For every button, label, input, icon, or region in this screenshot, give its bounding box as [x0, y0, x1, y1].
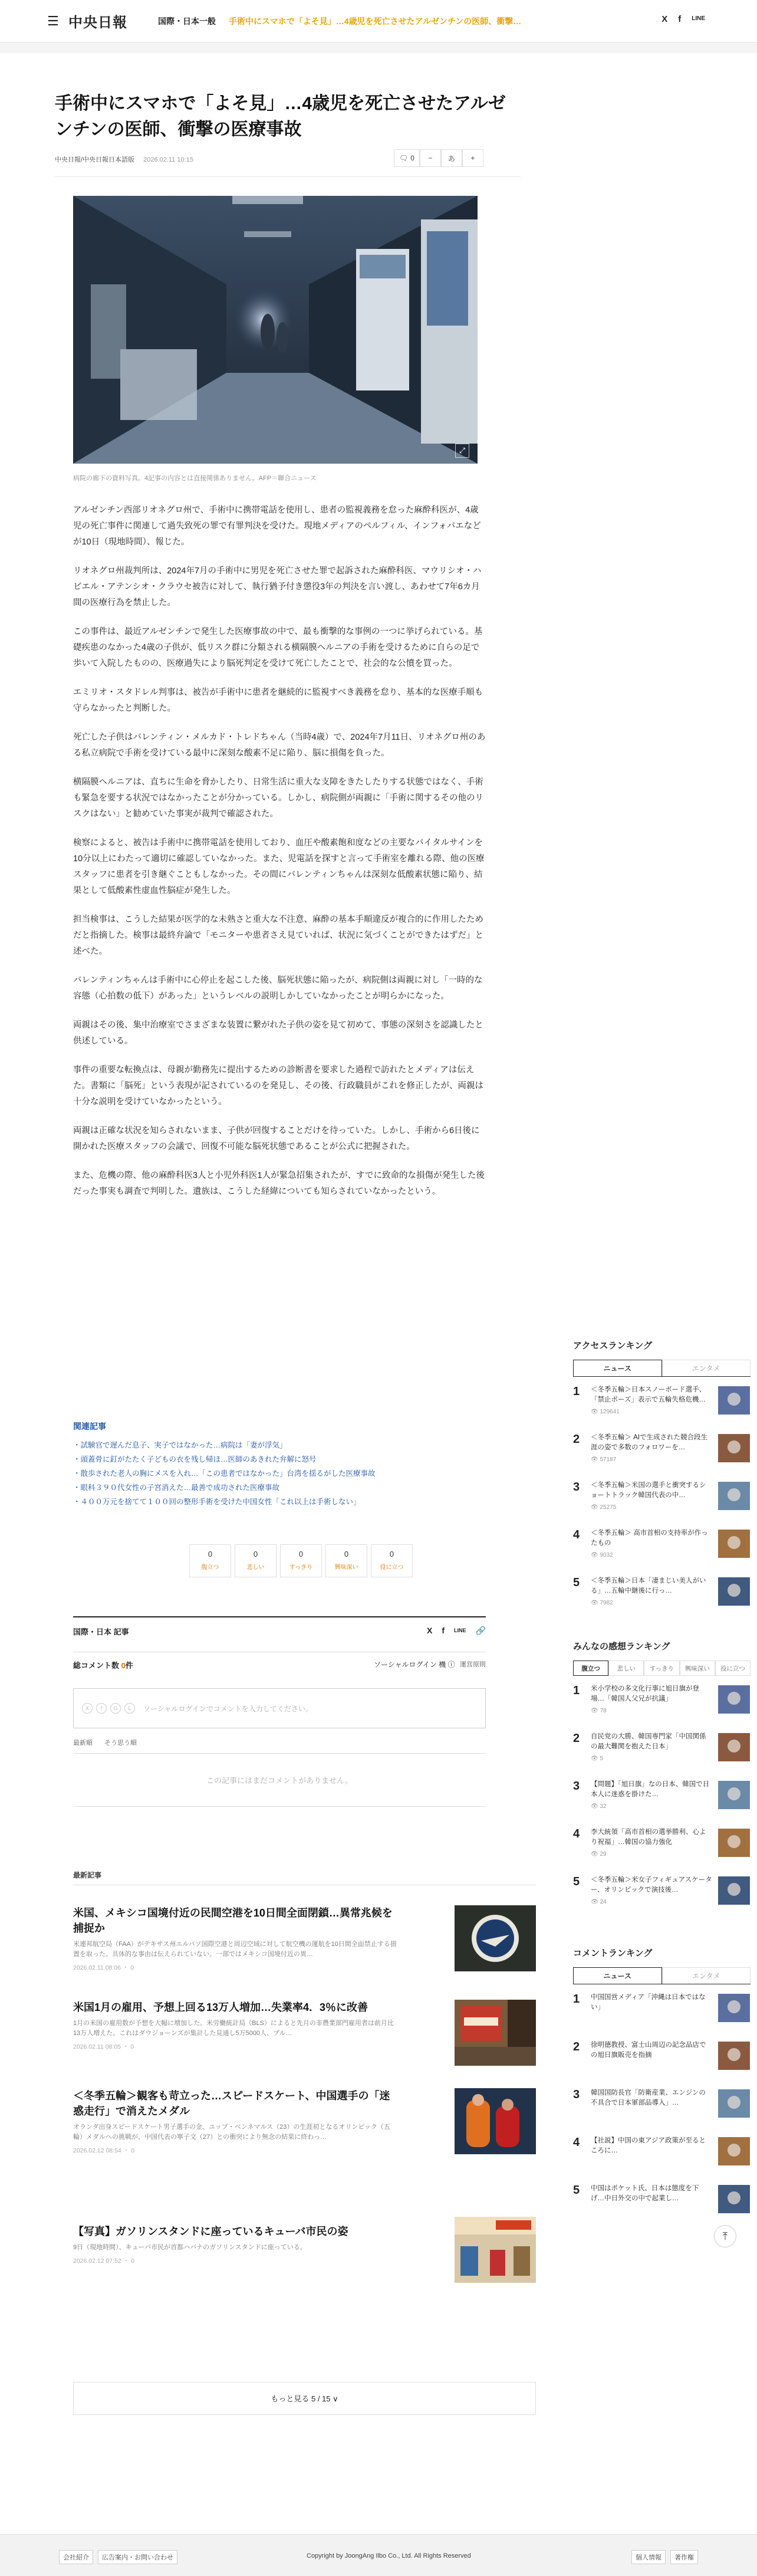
sort-latest-tab[interactable]: 最新順	[73, 1740, 93, 1747]
hiring-sign-thumbnail[interactable]	[455, 2000, 536, 2066]
section-label[interactable]: 国際・日本一般	[158, 16, 216, 26]
ranking-views: 👁 7982	[591, 1600, 613, 1606]
ranking-number: 4	[573, 1528, 580, 1541]
ranking-number: 1	[573, 1993, 580, 2006]
ranking-number: 4	[573, 2136, 580, 2149]
ranking-number: 2	[573, 1732, 580, 1745]
ranking-title[interactable]: ＜冬季五輪＞ 高市首相の支持率が作ったもの	[591, 1530, 708, 1547]
emotion-count: 0	[298, 1550, 304, 1558]
ranking-title[interactable]: 中国はポケット氏、日本は態度を下げ…中日外交の中で起業し…	[591, 2185, 699, 2202]
tab-news[interactable]: ニュース	[573, 1967, 662, 1984]
comment-policy-link[interactable]: 運営原則	[460, 1661, 486, 1668]
latest-item-meta: 2026.02.12 08:54 ・ 0	[73, 2147, 134, 2154]
line-login-icon[interactable]: L	[124, 1703, 135, 1714]
faa-seal-thumbnail[interactable]	[455, 1905, 536, 1971]
photo-caption: 病院の廊下の資料写真。4記事の内容とは直接関係ありません。AFP＝聯合ニュース	[73, 475, 317, 482]
emotion-label: 興味深い	[334, 1564, 358, 1571]
comment-icon: 🗨	[399, 154, 409, 162]
ranking-item[interactable]	[573, 2040, 751, 2088]
ranking-number: 5	[573, 2184, 580, 2197]
font-decrease-button[interactable]: −	[420, 149, 441, 167]
ranking-number: 4	[573, 1827, 580, 1840]
view-icon: 👁	[591, 1899, 600, 1905]
comment-placeholder: ソーシャルログインでコメントを入力してください。	[143, 1704, 312, 1713]
ranking-item[interactable]	[573, 1576, 751, 1624]
ranking-item[interactable]	[573, 1684, 751, 1732]
x-share-icon[interactable]: X	[427, 1626, 433, 1635]
view-icon: 👁	[591, 1803, 600, 1810]
section-footer-icons	[427, 1626, 486, 1636]
link-copy-icon[interactable]: 🔗	[475, 1626, 486, 1635]
ranking-title[interactable]: ＜冬季五輪＞米女子フィギュアスケーター、オリンピックで演技後…	[591, 1876, 712, 1894]
article-paragraph: アルゼンチン西部リオネグロ州で、手術中に携帯電話を使用し、患者の監視義務を怠った麻酔科医が、4歳児の死亡事件に関連して過失致死の罪で有罪判決を受けた。現地メディアのペルフィル、インフォバエなどが10日（現地時間）、報じた。	[73, 506, 481, 547]
ranking-title[interactable]: 【問題】「旭日旗」なの日本、韓国で日本人に迷惑を掛けた…	[591, 1781, 710, 1798]
article-paragraph: 事件の重要な転換点は、母親が勤務先に提出するための診断書を要求した過程で訪れたとメディアは伝えた。書類に「脳死」という表現が記されているのを発見し、その後、行政職員がこれを修正したが、両親は十分な説明を受けていなかったという。	[73, 1065, 483, 1107]
ranking-views: 👁 24	[591, 1899, 607, 1905]
expand-icon[interactable]: ⤢	[455, 444, 469, 458]
article-paragraph: エミリオ・スタドレル判事は、被告が手術中に患者を継続的に監視すべき義務を怠り、基本的な医療手順も守らなかったと判断した。	[73, 688, 483, 713]
favorite-tab[interactable]: 腹立つ	[573, 1661, 608, 1676]
ranking-thumbnail[interactable]	[718, 1577, 750, 1606]
ranking-title[interactable]: ＜冬季五輪＞日本スノーボード選手、「禁止ポーズ」表示で五輪失格危機…	[591, 1386, 706, 1403]
ranking-thumbnail[interactable]	[718, 1781, 750, 1809]
latest-item-meta: 2026.02.12 07:52 ・ 0	[73, 2257, 134, 2265]
emotion-button[interactable]	[235, 1544, 277, 1577]
latest-item-title[interactable]: 米国1月の雇用、予想上回る13万人増加…失業率4．3％に改善	[73, 2001, 368, 2013]
related-link[interactable]: ・ 頭蓋骨に釘がたたく子どもの衣を残し帰ほ…医師のあきれた弁解に怒号	[73, 1452, 486, 1466]
latest-item[interactable]	[73, 2224, 536, 2265]
related-list	[73, 1438, 486, 1509]
header-share-icons	[661, 14, 705, 24]
ranking-title[interactable]: 【社説】中国の東アジア政策が至るところに…	[591, 2137, 706, 2154]
ranking-thumbnail[interactable]	[718, 1876, 750, 1905]
latest-item-title[interactable]: 【写真】ガソリンスタンドに座っているキューバ市民の姿	[73, 2226, 348, 2237]
ranking-item[interactable]	[573, 1732, 751, 1780]
emotion-button[interactable]	[325, 1544, 367, 1577]
ranking-title[interactable]: 韓国国防長官「防衛産業、エンジンの不具合で日本軍部品導入」…	[591, 2089, 706, 2106]
ranking-item[interactable]	[573, 1385, 751, 1433]
ranking-number: 3	[573, 2088, 580, 2101]
site-footer	[0, 2534, 757, 2576]
favorite-ranking	[573, 1640, 751, 1923]
related-articles	[73, 1420, 486, 1509]
font-size-label: あ	[441, 149, 462, 167]
menu-icon[interactable]: ☰	[47, 13, 59, 28]
latest-item[interactable]	[73, 1905, 536, 1972]
article-paragraph: 担当検事は、こうした結果が医学的な未熟さと重大な不注意、麻酔の基本手順違反が複合的に作用したためだと指摘した。検事は最終弁論で「モニターや患者さえ見ていれば、状況に気づくことができたはずだ」と述べた。	[73, 915, 483, 956]
ranking-number: 2	[573, 2040, 580, 2053]
ranking-title[interactable]: 自民党の大勝、韓国専門家「中国関係の最大難関を抱えた日本」	[591, 1733, 706, 1750]
footer-link-company[interactable]: 会社紹介	[59, 2550, 93, 2564]
tab-news[interactable]: ニュース	[573, 1360, 662, 1376]
facebook-share-icon[interactable]: f	[678, 14, 682, 24]
ranking-number: 3	[573, 1481, 580, 1494]
emotion-button[interactable]	[280, 1544, 322, 1577]
view-icon: 👁	[591, 1456, 600, 1463]
article-paragraph: また、危機の際、他の麻酔科医3人と小児外科医1人が緊急招集されたが、すでに致命的な損傷が発生した後だった事実も調査で判明した。遺族は、こうした経緯についても知らされていなかったという。	[73, 1171, 485, 1196]
comment-ranking-tabs	[573, 1967, 751, 1984]
ranking-number: 2	[573, 1433, 580, 1446]
ranking-thumbnail[interactable]	[718, 1733, 750, 1761]
ranking-thumbnail[interactable]	[718, 1994, 750, 2022]
favorite-ranking-title: みんなの感想ランキング	[573, 1642, 670, 1652]
favorite-tab[interactable]: 興味深い	[680, 1661, 715, 1676]
ranking-views: 👁 57187	[591, 1456, 617, 1463]
favorite-ranking-tabs	[573, 1661, 751, 1676]
no-comments-message: この記事にはまだコメントがありません。	[73, 1754, 486, 1807]
footer-link-copyright[interactable]: 著作権	[670, 2550, 698, 2564]
ranking-item[interactable]	[573, 2184, 751, 2232]
comment-total: 総コメント数 0件	[73, 1661, 133, 1670]
article-date: 2026.02.11 10:15	[143, 156, 193, 163]
latest-item-title[interactable]: ＜冬季五輪＞観客も苛立った…スピードスケート、中国選手の「迷惑走行」で消えたメダル	[73, 2090, 390, 2117]
article-body	[73, 503, 486, 1213]
view-icon: 👁	[591, 1708, 600, 1714]
favorite-tab[interactable]: すっきり	[644, 1661, 679, 1676]
access-ranking	[573, 1339, 751, 1624]
ranking-number: 1	[573, 1385, 580, 1398]
ranking-thumbnail[interactable]	[718, 1685, 750, 1714]
ranking-item[interactable]	[573, 1827, 751, 1875]
latest-articles	[73, 1870, 536, 2265]
article-paragraph: この事件は、最近アルゼンチンで発生した医療事故の中で、最も衝撃的な事例の一つに挙げられている。基礎疾患のなかった4歳の子供が、低リスク群に分類される横隔膜ヘルニアの手術を受けるために自らの足で歩いて入院したものの、医療過失により脳死判定を受けて死亡したことで、社会的な公憤を買った。	[73, 627, 483, 668]
ranking-item[interactable]	[573, 2088, 751, 2136]
hospital-corridor-image	[73, 196, 478, 464]
latest-item-title[interactable]: 米国、メキシコ国境付近の民間空港を10日間全面閉鎖…異常兆候を捕捉か	[73, 1907, 393, 1934]
article-paragraph: 両親は正確な状況を知らされないまま、子供が回復することだけを待っていた。しかし、手術から6日後に開かれた医療スタッフの会議で、回復不可能な脳死状態であることが公式に把握された。	[73, 1126, 480, 1151]
ranking-thumbnail[interactable]	[718, 1530, 750, 1558]
emotion-label: 悲しい	[246, 1564, 265, 1571]
related-heading: 関連記事	[73, 1422, 106, 1431]
ranking-views: 👁 29	[591, 1851, 607, 1858]
ranking-title[interactable]: 李大統領「高市首相の選挙勝利、心より祝福」…韓国の協力強化	[591, 1829, 706, 1846]
footer-link-privacy[interactable]: 個人情報	[631, 2550, 666, 2564]
comment-ranking-list	[573, 1993, 751, 2232]
ranking-number: 5	[573, 1576, 580, 1589]
emotion-button[interactable]	[189, 1544, 231, 1577]
footer-right-links	[631, 2550, 698, 2564]
article-paragraph: 死亡した子供はバレンティン・メルカド・トレドちゃん（当時4歳）で、2024年7月11日、リオネグロ州のある私立病院で手術を受けている最中に深刻な酸素不足に陥り、脳に損傷を負った。	[73, 733, 486, 758]
ranking-views: 👁 25275	[591, 1504, 617, 1511]
ranking-thumbnail[interactable]	[718, 2042, 750, 2070]
ranking-thumbnail[interactable]	[718, 1829, 750, 1857]
latest-item-meta: 2026.02.11 08:05 ・ 0	[73, 2043, 134, 2050]
ranking-title[interactable]: ＜冬季五輪＞米国の選手と衝突するショートトラック韓国代表の中…	[591, 1482, 706, 1499]
ranking-item[interactable]	[573, 1528, 751, 1576]
scroll-to-top-button[interactable]: ⤒	[714, 2225, 736, 2247]
related-link[interactable]: ・ 眼科３９０代女性の子宮消えた…最善で成功された医療事故	[73, 1481, 486, 1495]
latest-item-desc: 米連邦航空局（FAA）がテキサス州エルパソ国際空港と周辺空域に対して航空機の運航を10日間全面禁止する措置を取った。具体的な事由は伝えられていない。一部ではメキシコ国境付近の異…	[73, 1941, 397, 1958]
emotion-label: 役に立つ	[380, 1564, 404, 1571]
view-icon: 👁	[591, 1552, 600, 1558]
header-spacer	[0, 42, 757, 53]
ranking-thumbnail[interactable]	[718, 2137, 750, 2165]
ranking-number: 1	[573, 1684, 580, 1697]
emotion-label: 腹立つ	[201, 1564, 219, 1571]
article-paragraph: 両親はその後、集中治療室でさまざまな装置に繋がれた子供の姿を見て初めて、事態の深刻さを認識したと供述している。	[73, 1020, 483, 1046]
ranking-views: 👁 9032	[591, 1552, 613, 1558]
google-login-icon[interactable]: G	[110, 1703, 121, 1714]
comment-count: 0	[410, 154, 414, 162]
emotion-count: 0	[389, 1550, 394, 1558]
latest-item[interactable]	[73, 2000, 536, 2051]
ranking-item[interactable]	[573, 1433, 751, 1481]
article-tools	[394, 149, 483, 167]
comment-ranking-title: コメントランキング	[573, 1948, 653, 1958]
ranking-number: 5	[573, 1875, 580, 1888]
header-headline: 手術中にスマホで「よそ見」…4歳児を死亡させたアルゼンチンの医師、衝撃…	[229, 16, 522, 26]
ranking-item[interactable]	[573, 1780, 751, 1827]
social-login-link[interactable]: ソーシャルログイン 機 ⓘ	[374, 1661, 455, 1669]
ranking-item[interactable]	[573, 1481, 751, 1528]
ranking-thumbnail[interactable]	[718, 2089, 750, 2118]
article-paragraph: リオネグロ州裁判所は、2024年7月の手術中に男児を死亡させた罪で起訴された麻酔科医、マウリシオ・ハビエル・アテンシオ・クラウセ被告に対して、執行猶予付き懲役3年の判決を言い渡し、あわせて7年6カ月間の医療行為を禁止した。	[73, 566, 482, 608]
favorite-ranking-list	[573, 1684, 751, 1923]
latest-item-meta: 2026.02.11 08:06 ・ 0	[73, 1964, 134, 1971]
access-ranking-tabs	[573, 1360, 751, 1377]
load-more-button[interactable]: もっと見る 5 / 15 ∨	[73, 2382, 536, 2415]
section-footer	[73, 1616, 486, 1637]
ranking-thumbnail[interactable]	[718, 1434, 750, 1462]
article-title: 手術中にスマホで「よそ見」…4歳児を死亡させたアルゼンチンの医師、衝撃の医療事故	[55, 94, 506, 139]
ranking-item[interactable]	[573, 1993, 751, 2040]
ranking-thumbnail[interactable]	[718, 2185, 750, 2213]
footer-left-links	[59, 2550, 177, 2564]
line-share-icon[interactable]: LINE	[454, 1627, 466, 1633]
ranking-title[interactable]: ＜冬季五輪＞日本「凄まじい美人がいる」…五輪中継後に行っ…	[591, 1577, 706, 1594]
ranking-item[interactable]	[573, 2136, 751, 2184]
ranking-title[interactable]: 徐明德教授、富士山周辺の記念品店での旭日旗販売を指摘	[591, 2042, 706, 2059]
section-footer-label[interactable]: 国際・日本 記事	[73, 1627, 129, 1636]
site-logo[interactable]: 中央日報	[68, 14, 127, 31]
social-login-icons	[82, 1703, 135, 1714]
sort-like-tab[interactable]: そう思う順	[104, 1740, 137, 1747]
view-icon: 👁	[591, 1504, 600, 1511]
latest-item-desc: 9日（現地時間）、キューバ市民が首都ハバナのガソリンスタンドに座っている。	[73, 2244, 307, 2251]
ranking-views: 👁 5	[591, 1755, 604, 1762]
gas-station-thumbnail[interactable]	[455, 2217, 536, 2283]
ranking-title[interactable]: 米小学校の多文化行事に旭日旗が登場…「韓国人父兄が抗議」	[591, 1685, 699, 1702]
byline-author[interactable]: 中央日報/中央日報日本語版	[55, 156, 135, 163]
comment-count-button[interactable]	[394, 149, 420, 167]
article-paragraph: 検察によると、被告は手術中に携帯電話を使用しており、血圧や酸素飽和度などの主要なバイタルサインを10分以上にわたって適切に確認していなかった。また、児電話を探すと言って手術室を離れる際、他の医療スタッフに患者を引き継ぐこともしなかった。その間にバレンティンちゃんは深刻な低酸素状態に陥り、結果として低酸素性虚血性脳症が発生した。	[73, 838, 485, 895]
footer-copyright: Copyright by JoongAng Ilbo Co., Ltd. All Rights Reserved	[307, 2552, 471, 2559]
comment-ranking	[573, 1947, 751, 2232]
access-ranking-list	[573, 1385, 751, 1624]
comment-sort-tabs	[73, 1738, 486, 1754]
comments-section	[73, 1652, 486, 1807]
byline	[55, 155, 193, 164]
emotion-button[interactable]	[371, 1544, 413, 1577]
comment-input-box[interactable]	[73, 1688, 486, 1728]
view-icon: 👁	[591, 1600, 600, 1606]
ranking-views: 👁 32	[591, 1803, 607, 1810]
tab-entertainment[interactable]: エンタメ	[662, 1967, 751, 1984]
title-divider	[55, 176, 521, 177]
related-link[interactable]: ・ 試験官で遅んだ息子、実子ではなかった…病院は「妻が浮気」	[73, 1438, 486, 1452]
related-link[interactable]: ・ 散歩された老人の胸にメスを入れ…「この患者ではなかった」台湾を揺るがした医療事故	[73, 1466, 486, 1481]
ranking-title[interactable]: 中国国営メディア「沖縄は日本ではない」	[591, 1994, 706, 2011]
font-increase-button[interactable]: +	[462, 149, 483, 167]
tab-entertainment[interactable]: エンタメ	[662, 1360, 751, 1376]
x-login-icon[interactable]: X	[82, 1703, 93, 1714]
footer-link-ads[interactable]: 広告案内・お問い合わせ	[98, 2550, 177, 2564]
article-paragraph: 横隔膜ヘルニアは、直ちに生命を脅かしたり、日常生活に重大な支障をきたしたりする状態ではなく、手術も緊急を要する状況ではなかったことが分かっている。しかし、病院側が両親に「手術に関するその他のリスクはない」と勧めていた事実が裁判で確認された。	[73, 777, 483, 819]
x-share-icon[interactable]: X	[661, 14, 668, 24]
ranking-item[interactable]	[573, 1875, 751, 1923]
ranking-views: 👁 129641	[591, 1409, 620, 1415]
ranking-thumbnail[interactable]	[718, 1386, 750, 1415]
latest-heading: 最新記事	[73, 1870, 536, 1885]
access-ranking-title: アクセスランキング	[573, 1341, 653, 1351]
facebook-login-icon[interactable]: f	[96, 1703, 107, 1714]
comment-total-count: 0	[121, 1661, 126, 1670]
article-paragraph: バレンティンちゃんは手術中に心停止を起こした後、脳死状態に陥ったが、病院側は両親に対し「一時的な容態（心拍数の低下）があった」というレベルの説明しかしていなかったことが明らかになった。	[73, 976, 483, 1001]
emotion-buttons	[189, 1544, 416, 1577]
favorite-tab[interactable]: 悲しい	[608, 1661, 644, 1676]
latest-item-desc: 1月の米国の雇用数が予想を大幅に増加した。米労働統計局（BLS）によると先月の非農業部門雇用者は前月比13万人増えた。これはダウジョーンズが集計した見通し5万5000人、ブル…	[73, 2020, 394, 2037]
ranking-title[interactable]: ＜冬季五輪＞ AIで生成された競合段生涯の姿で多数のフォロワーを…	[591, 1434, 708, 1451]
view-icon: 👁	[591, 1755, 600, 1762]
emotion-count: 0	[253, 1550, 258, 1558]
speed-skaters-thumbnail[interactable]	[455, 2088, 536, 2154]
facebook-share-icon[interactable]: f	[442, 1626, 445, 1635]
favorite-tab[interactable]: 役に立つ	[715, 1661, 751, 1676]
latest-item-desc: オランダ出身スピードスケート男子選手の金、ユップ・ベンネマルス（23）の生涯初となるオリンピック（五輪）メダルへの挑戦が、中国代表の寧子文（27）との衝突により無念の結果に終わっ…	[73, 2124, 390, 2141]
ranking-number: 3	[573, 1780, 580, 1793]
ranking-views: 👁 78	[591, 1708, 607, 1714]
emotion-count: 0	[344, 1550, 349, 1558]
line-share-icon[interactable]: LINE	[692, 15, 705, 22]
article-photo[interactable]	[73, 196, 478, 464]
ranking-thumbnail[interactable]	[718, 1482, 750, 1510]
latest-item[interactable]	[73, 2088, 536, 2155]
emotion-label: すっきり	[289, 1564, 313, 1571]
related-link[interactable]: ・ ４００万元を捨てて１００回の整形手術を受けた中国女性「これ以上は手術しない」	[73, 1495, 486, 1509]
view-icon: 👁	[591, 1409, 600, 1415]
view-icon: 👁	[591, 1851, 600, 1858]
global-header	[0, 0, 757, 42]
emotion-count: 0	[208, 1550, 213, 1558]
